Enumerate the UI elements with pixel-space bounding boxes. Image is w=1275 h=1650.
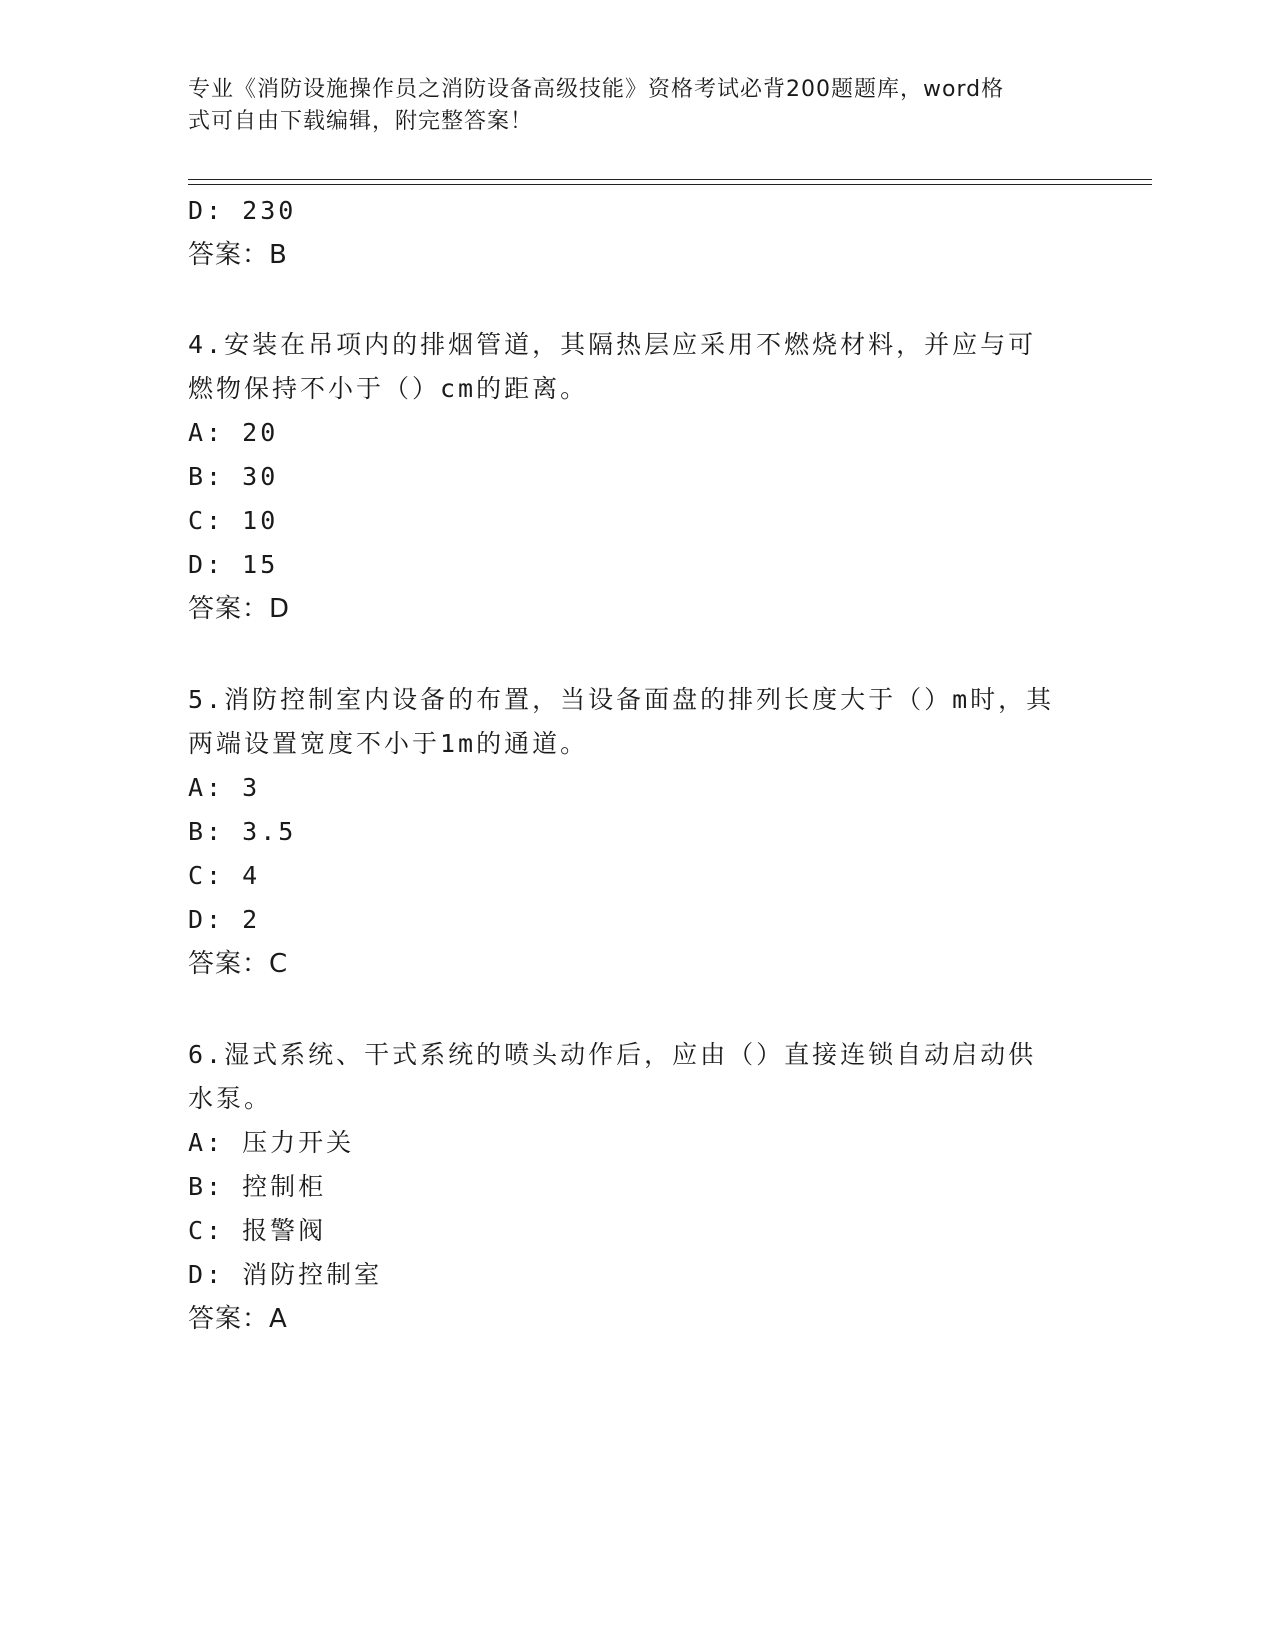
q6-option-c: C: 报警阀: [188, 1216, 327, 1245]
q4-stem-line-2: 燃物保持不小于（）cm的距离。: [188, 374, 589, 403]
header-line-2: 式可自由下载编辑，附完整答案！: [188, 109, 534, 134]
header-divider-top: [188, 179, 1152, 180]
q4-option-d: D: 15: [188, 550, 279, 579]
q6-stem-line-2: 水泵。: [188, 1084, 273, 1113]
q4-answer: 答案：D: [188, 594, 291, 624]
q6-answer: 答案：A: [188, 1304, 288, 1334]
prev-option-d: D: 230: [188, 196, 297, 225]
q4-option-c: C: 10: [188, 506, 279, 535]
q6-option-d: D: 消防控制室: [188, 1260, 383, 1289]
q5-stem-line-2: 两端设置宽度不小于1m的通道。: [188, 729, 589, 758]
q5-answer: 答案：C: [188, 949, 289, 979]
q5-stem-line-1: 5.消防控制室内设备的布置，当设备面盘的排列长度大于（）m时，其: [188, 685, 1055, 714]
q6-stem-line-1: 6.湿式系统、干式系统的喷头动作后，应由（）直接连锁自动启动供: [188, 1040, 1037, 1069]
q5-option-a: A: 3: [188, 773, 261, 802]
header-line-1: 专业《消防设施操作员之消防设备高级技能》资格考试必背200题题库，word格: [188, 77, 1005, 102]
q6-option-a: A: 压力开关: [188, 1128, 355, 1157]
q6-option-b: B: 控制柜: [188, 1172, 327, 1201]
q4-stem-line-1: 4.安装在吊项内的排烟管道，其隔热层应采用不燃烧材料，并应与可: [188, 330, 1037, 359]
q5-option-b: B: 3.5: [188, 817, 297, 846]
prev-answer: 答案：B: [188, 240, 288, 270]
q5-option-c: C: 4: [188, 861, 261, 890]
q4-option-a: A: 20: [188, 418, 279, 447]
document-header: [188, 74, 1068, 138]
header-divider-bottom: [188, 184, 1152, 185]
q4-option-b: B: 30: [188, 462, 279, 491]
q5-option-d: D: 2: [188, 905, 261, 934]
